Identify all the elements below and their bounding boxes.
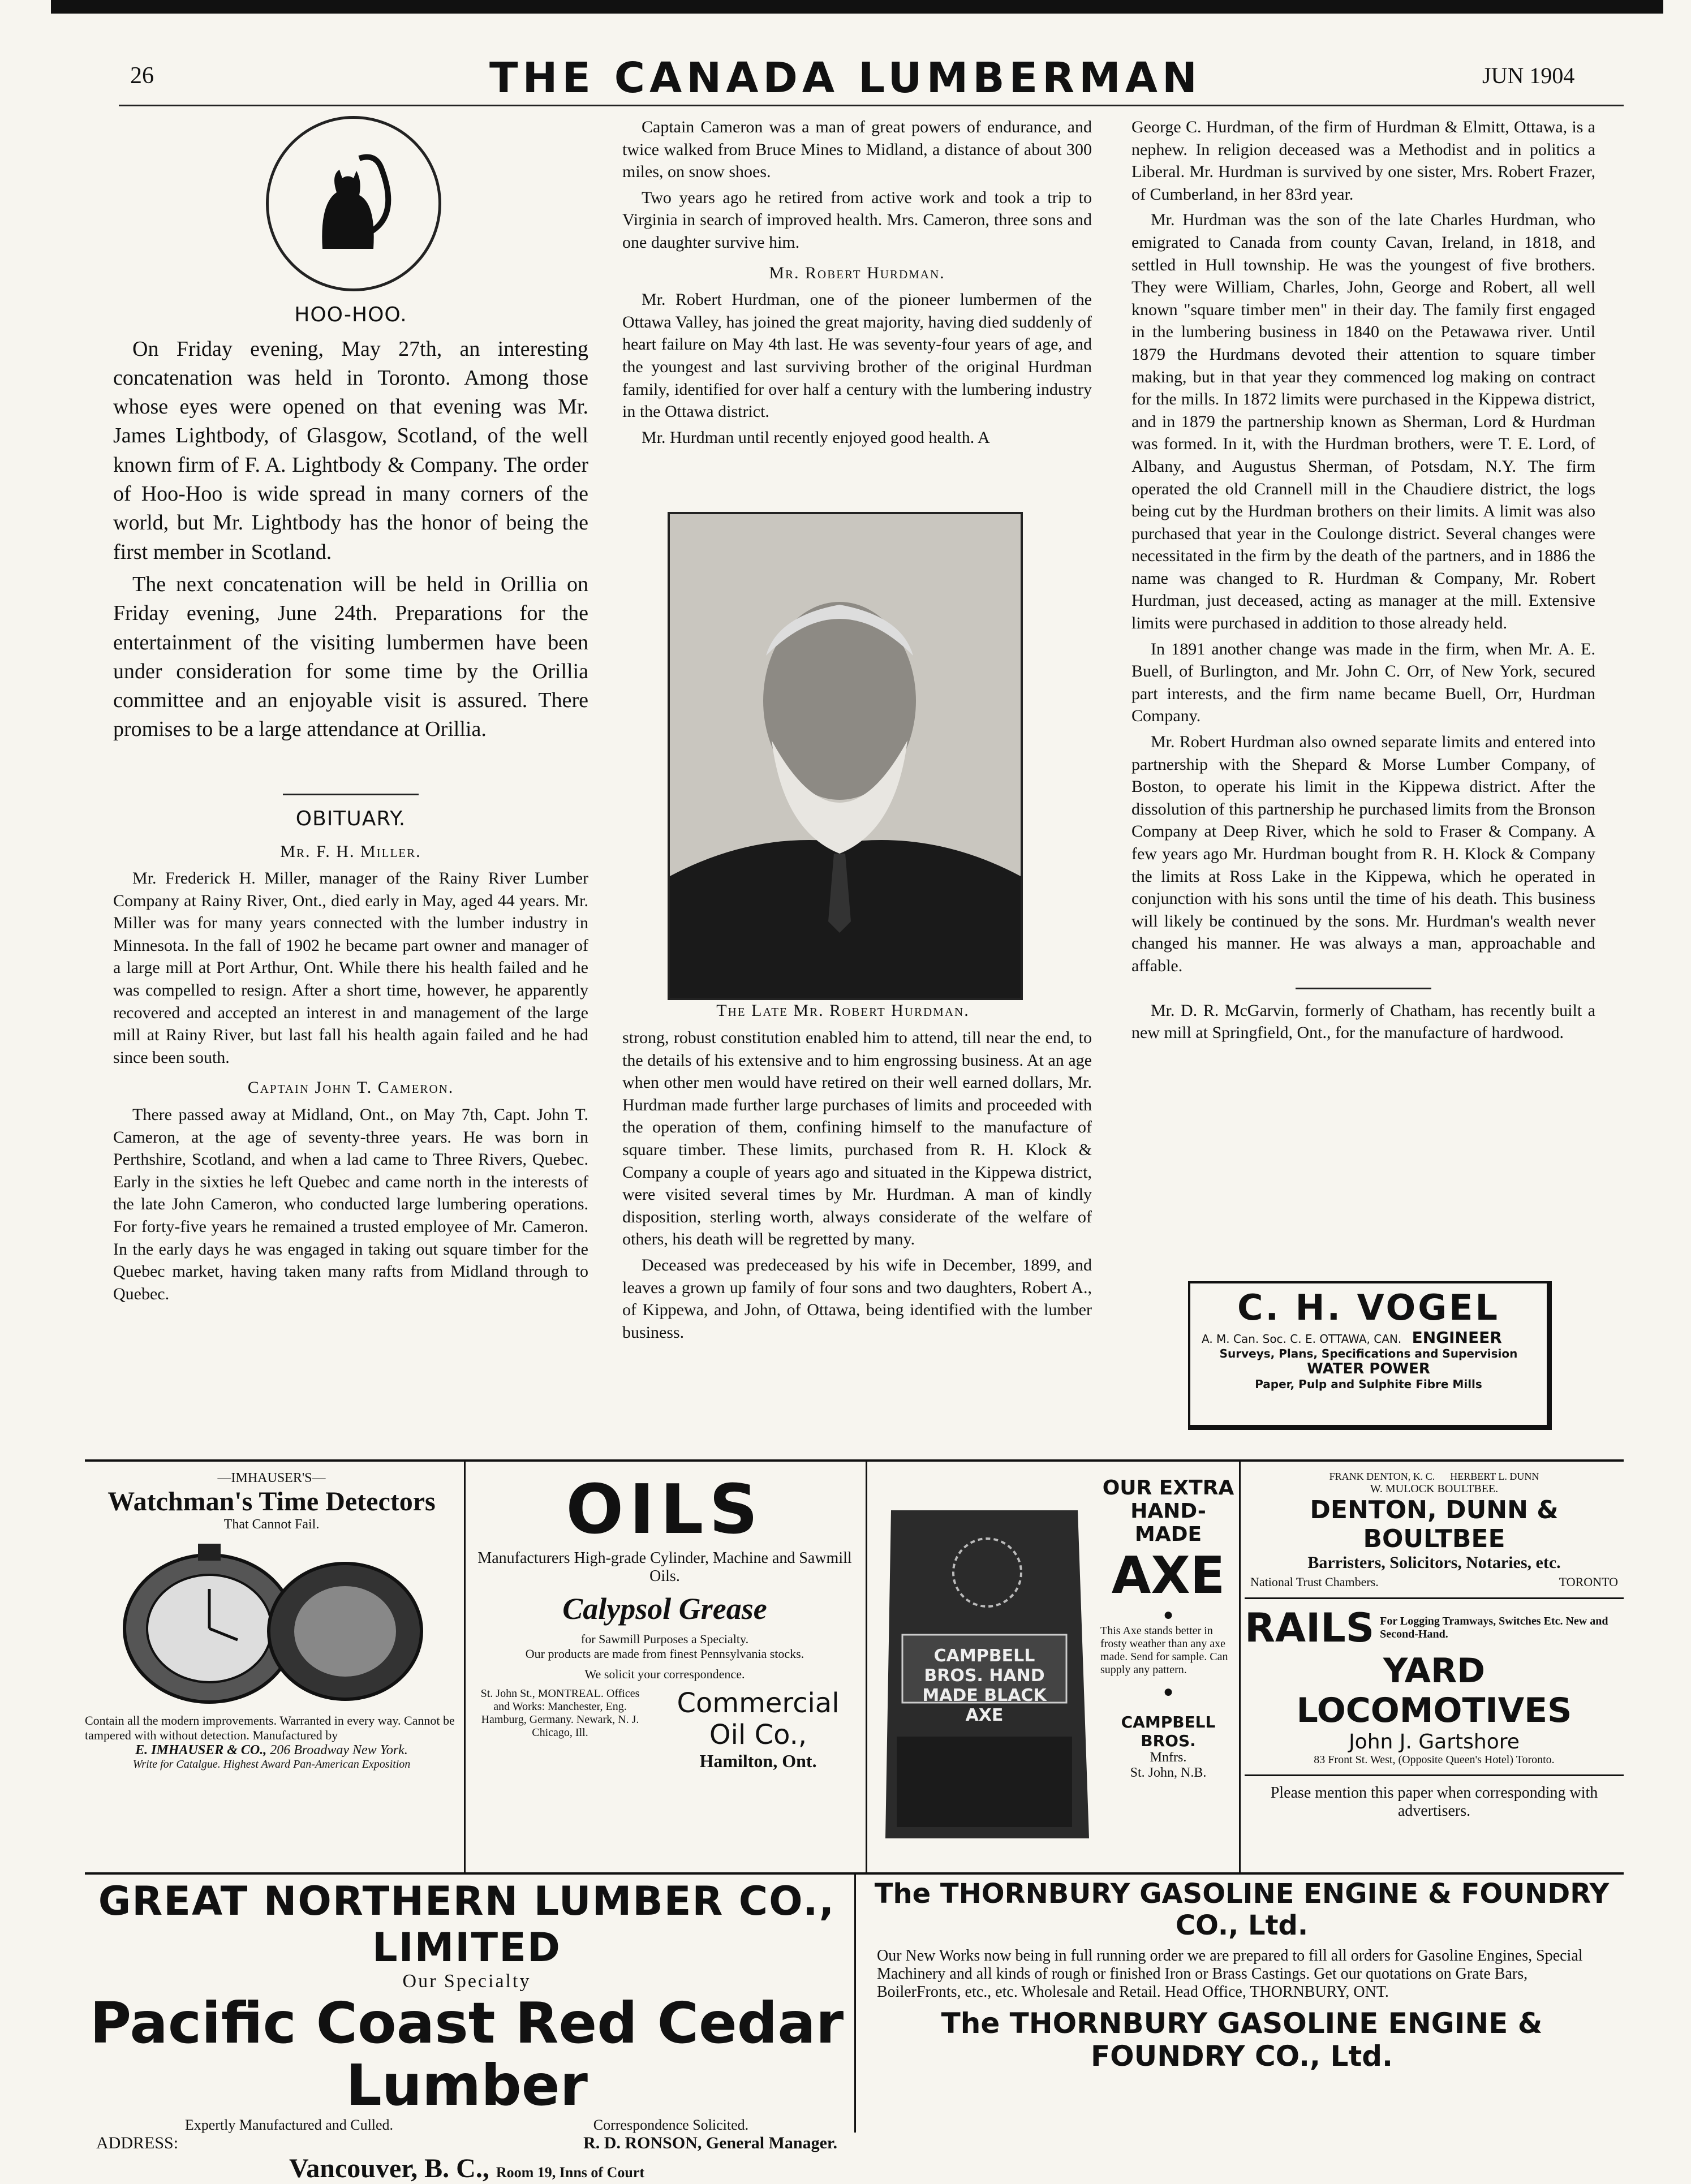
denton-names-2: W. MULOCK BOULTBEE. xyxy=(1370,1483,1499,1495)
great-northern-ad xyxy=(85,1878,849,2184)
column-1 xyxy=(113,297,588,748)
vogel-city: OTTAWA, CAN. xyxy=(1319,1332,1402,1346)
axe-heading-1: OUR EXTRA xyxy=(1102,1476,1234,1500)
denton-firm: DENTON, DUNN & BOULTBEE xyxy=(1310,1496,1559,1553)
axe-heading-3: AXE xyxy=(1111,1546,1225,1605)
thornbury-ad xyxy=(860,1878,1624,2073)
col2-paragraph-4: Mr. Hurdman until recently enjoyed good health. A xyxy=(642,428,990,447)
hurdman-heading: Mr. Robert Hurdman. xyxy=(769,263,945,282)
axe-label: CAMPBELL BROS. HAND MADE BLACK AXE xyxy=(922,1646,1047,1725)
vogel-water-power: WATER POWER xyxy=(1307,1360,1430,1377)
vogel-name: C. H. VOGEL xyxy=(1237,1287,1500,1328)
col2-paragraph-5: strong, robust constitution enabled him to attend, till near the end, to the details of his extensive and to him engrossing business. At an age when other men would have retired on their well earned dollars, Mr. Hurdman made further large purchases of limits and proceeded with the operation of them, confining himself to the manufacture of square timber. These limits, purchased from R. H. Klock & Company a couple of years ago and situated in the Kippewa district, were visited several times by Mr. Hurdman. A man of kindly disposition, sterling worth, always considerate of the welfare of others, his death will be regretted by many. xyxy=(622,1028,1092,1249)
gn-room: Room 19, Inns of Court xyxy=(496,2164,645,2181)
vogel-services: Surveys, Plans, Specifications and Supervision xyxy=(1219,1347,1518,1360)
mention-note: Please mention this paper when corresponding with advertisers. xyxy=(1270,1784,1598,1820)
rails-locomotives: YARD LOCOMOTIVES xyxy=(1296,1651,1572,1730)
portrait-caption: The Late Mr. Robert Hurdman. xyxy=(716,1001,970,1020)
section-rule xyxy=(1296,988,1431,989)
col2-paragraph-6: Deceased was predeceased by his wife in December, 1899, and leaves a grown up family of four sons and two daughters, Robert A., of Kippewa, and John, of Ottawa, being identified with the lumber business. xyxy=(622,1255,1092,1342)
imhauser-tag: Write for Catalgue. Highest Award Pan-American Exposition xyxy=(132,1758,411,1771)
axe-heading-2: HAND-MADE xyxy=(1130,1500,1206,1546)
col3-paragraph-3: In 1891 another change was made in the firm, when Mr. A. E. Buell, of Burlington, and Mr. John C. Orr, of New York, secured part interests, and the firm name became Buell, Orr, Hurdman Company. xyxy=(1131,639,1595,726)
masthead: THE CANADA LUMBERMAN xyxy=(489,54,1202,102)
oils-offices: St. John St., MONTREAL. Offices and Works: Manchester, Eng. Hamburg, Germany. Newark, N. J. Chicago, Ill. xyxy=(480,1687,640,1739)
oils-grease: Calypsol Grease xyxy=(562,1592,767,1626)
oils-ad xyxy=(475,1471,854,1772)
oils-company: Commercial Oil Co., xyxy=(677,1687,840,1751)
obituary-title: OBITUARY. xyxy=(295,807,406,830)
imhauser-address: 206 Broadway New York. xyxy=(270,1743,408,1757)
hoo-hoo-cat-logo xyxy=(266,116,441,291)
column-2-top xyxy=(622,116,1092,452)
gn-title: GREAT NORTHERN LUMBER CO., LIMITED xyxy=(98,1878,836,1971)
hurdman-portrait xyxy=(668,512,1023,1000)
vogel-title: ENGINEER xyxy=(1412,1328,1502,1347)
col3-paragraph-1: George C. Hurdman, of the firm of Hurdman & Elmitt, Ottawa, is a nephew. In religion deceased was a Methodist and in politics a Liberal. Mr. Hurdman is survived by one sister, Mrs. Robert Frazer, of Cumberland, in her 83rd year. xyxy=(1131,118,1595,204)
gn-manager: R. D. RONSON, General Manager. xyxy=(583,2134,837,2152)
oils-grease-1: for Sawmill Purposes a Specialty. xyxy=(580,1632,749,1646)
imhauser-body: Contain all the modern improvements. Warranted in every way. Cannot be tampered with without detection. Manufactured by xyxy=(85,1713,455,1742)
imhauser-top: —IMHAUSER'S— xyxy=(217,1471,326,1485)
ads-top-rule xyxy=(85,1459,1624,1462)
gn-address-label: ADDRESS: xyxy=(96,2134,179,2152)
rails-title: RAILS xyxy=(1245,1605,1375,1651)
col2-paragraph-3: Mr. Robert Hurdman, one of the pioneer lumbermen of the Ottawa Valley, has joined the great majority, having died suddenly of heart failure on May 4th last. He was seventy-four years of age, and the youngest and last surviving brother of the original Hurdman family, identified for over half a century with the lumbering industry in the Ottawa district. xyxy=(622,290,1092,421)
col2-paragraph-1: Captain Cameron was a man of great powers of endurance, and twice walked from Bruce Mines to Midland, a distance of about 300 miles, on snow shoes. xyxy=(622,118,1092,182)
axe-city: St. John, N.B. xyxy=(1130,1765,1207,1780)
rails-note: For Logging Tramways, Switches Etc. New and Second-Hand. xyxy=(1380,1615,1608,1640)
obituary-section xyxy=(113,783,588,1308)
oils-title: OILS xyxy=(566,1471,764,1549)
ad-divider xyxy=(866,1459,867,1872)
denton-chambers: National Trust Chambers. xyxy=(1250,1575,1379,1589)
rails-name: John J. Gartshore xyxy=(1349,1730,1520,1754)
top-edge-bar xyxy=(51,0,1663,14)
cameron-paragraph: There passed away at Midland, Ont., on May 7th, Capt. John T. Cameron, at the age of seventy-three years. He was born in Perthshire, Scotland, and when a lad came to Three Rivers, Quebec. Early in the sixties he left Quebec and came north in the interests of the late John Cameron, who conducted large lumbering operations. For forty-five years he remained a trusted employee of Mr. Cameron. In the early days he was engaged in taking out square timber for the Quebec market, having taken many rafts from Midland through to Quebec. xyxy=(113,1105,588,1303)
gn-line-1: Expertly Manufactured and Culled. xyxy=(184,2117,394,2133)
col2-paragraph-2: Two years ago he retired from active work and took a trip to Virginia in search of improved health. Mrs. Cameron, three sons and one daughter survive him. xyxy=(622,188,1092,252)
axe-maker: CAMPBELL BROS. xyxy=(1121,1713,1216,1750)
vogel-mills: Paper, Pulp and Sulphite Fibre Mills xyxy=(1255,1377,1482,1391)
header-rule xyxy=(119,105,1624,106)
denton-role: Barristers, Solicitors, Notaries, etc. xyxy=(1307,1553,1561,1572)
imhauser-title: Watchman's Time Detectors xyxy=(107,1487,436,1517)
column-2-bottom xyxy=(622,1027,1092,1347)
gn-specialty: Our Specialty xyxy=(402,1971,531,1992)
gn-line-1b: Correspondence Solicited. xyxy=(593,2117,749,2133)
column-3 xyxy=(1131,116,1595,1048)
clock-icon xyxy=(113,1538,430,1708)
denton-city: TORONTO xyxy=(1559,1575,1618,1589)
cameron-heading: Captain John T. Cameron. xyxy=(247,1078,454,1097)
axe-image xyxy=(874,1499,1095,1850)
denton-ad xyxy=(1245,1471,1624,1820)
oils-city: Hamilton, Ont. xyxy=(699,1751,817,1771)
ad-divider xyxy=(1239,1459,1241,1872)
thornbury-title: The THORNBURY GASOLINE ENGINE & FOUNDRY CO., Ltd. xyxy=(874,1878,1610,1941)
axe-body: This Axe stands better in frosty weather than any axe made. Send for sample. Can supply any pattern. xyxy=(1100,1625,1228,1676)
hoo-hoo-title: HOO-HOO. xyxy=(294,303,407,326)
thornbury-body: Our New Works now being in full running order we are prepared to fill all orders for Gasoline Engines, Special Machinery and all kinds of rough or finished Iron or Brass Castings. Get our quotations on Grate Bars, BoilerFronts, etc., etc. Wholesale and Retail. Head Office, THORNBURY, ONT. xyxy=(877,1947,1583,2001)
vogel-credential: A. M. Can. Soc. C. E. xyxy=(1202,1332,1316,1346)
axe-ad xyxy=(874,1471,1236,1867)
axe-mnfrs: Mnfrs. xyxy=(1150,1750,1187,1765)
imhauser-ad xyxy=(85,1471,458,1771)
col3-paragraph-2: Mr. Hurdman was the son of the late Charles Hurdman, who emigrated to Canada from county Cavan, Ireland, in 1818, and settled in Hull township. He was the youngest of five brothers. They were William, Charles, John, George and Robert, all well known "square timber men" in their day. The family first engaged in the lumbering business in 1840 on the Petawawa river. Until 1879 the Hurdmans devoted their attention to square timber making, but in that year they commenced log making on contract for the mills. In 1872 limits were purchased in the Kippewa district, and in 1879 the partnership known as Sherman, Lord & Hurdman was formed. In it, with the Hurdman brothers, were T. E. Lord, of Albany, and Augustus Sherman, of Potsdam, N.Y. The firm operated the old Crannell mill in the Chaudiere district, the logs being cut by the Hurdman brothers on their limits. A limit was also purchased that year in the Coulonge district. Several changes were necessitated in the firm by the death of the partners, and in 1886 the name was changed to R. Hurdman & Company, Mr. Robert Hurdman, just deceased, acting as manager at the mill. Extensive limits were purchased in addition to those already held. xyxy=(1131,210,1595,633)
col3-paragraph-5: Mr. D. R. McGarvin, formerly of Chatham, has recently built a new mill at Springfield, Ont., for the manufacture of hardwood. xyxy=(1131,1001,1595,1043)
oils-grease-2: Our products are made from finest Pennsylvania stocks. xyxy=(525,1647,804,1661)
col3-paragraph-4: Mr. Robert Hurdman also owned separate limits and entered into partnership with the Shepard & Morse Lumber Company, of Boston, to operate his limit in the Kippewa district. After the dissolution of this partnership he purchased limits from the Bronson Company at Deep River, which he sold to Fraser & Company. A few years ago Mr. Hurdman bought from R. H. Klock & Company the limits at Ross Lake in the Kippewa, which he operated in conjunction with his sons until the time of his death. This business will likely be continued by the sons. Mr. Hurdman's wealth never changed his manner. He was always a man, approachable and affable. xyxy=(1131,733,1595,975)
miller-heading: Mr. F. H. Miller. xyxy=(280,842,421,861)
denton-names: FRANK DENTON, K. C. HERBERT L. DUNN xyxy=(1329,1471,1539,1482)
hoo-hoo-paragraph-1: On Friday evening, May 27th, an interesting concatenation was held in Toronto. Among those whose eyes were opened on that evening was Mr. James Lightbody, of Glasgow, Scotland, of the well known firm of F. A. Lightbody & Company. The order of Hoo-Hoo is wide spread in many corners of the world, but Mr. Lightbody has the honor of being the first member in Scotland. xyxy=(113,337,588,564)
imhauser-maker: E. IMHAUSER & CO., xyxy=(135,1743,267,1757)
gn-city: Vancouver, B. C., xyxy=(289,2153,489,2183)
imhauser-sub: That Cannot Fail. xyxy=(223,1517,320,1532)
vogel-ad xyxy=(1188,1281,1552,1430)
page-number: 26 xyxy=(130,63,154,89)
miller-paragraph: Mr. Frederick H. Miller, manager of the Rainy River Lumber Company at Rainy River, Ont., died early in May, aged 44 years. Mr. Miller was for many years connected with the lumber industry in Minnesota. In the fall of 1902 he became part owner and manager of a large mill at Port Arthur, Ont. While there his health failed and he was compelled to resign. After a short time, however, he apparently recovered and accepted an interest in and management of the large mill at Rainy River, but last fall his health again failed and he had since been south. xyxy=(113,869,588,1067)
rails-address: 83 Front St. West, (Opposite Queen's Hotel) Toronto. xyxy=(1314,1754,1555,1766)
thornbury-footer: The THORNBURY GASOLINE ENGINE & FOUNDRY CO., Ltd. xyxy=(941,2007,1543,2073)
hoo-hoo-paragraph-2: The next concatenation will be held in Orillia on Friday evening, June 24th. Preparations for the entertainment of the visiting lumbermen have been under consideration for some time by the Orillia committee and an enjoyable visit is assured. There promises to be a large attendance at Orillia. xyxy=(113,572,588,742)
gn-product: Pacific Coast Red Cedar Lumber xyxy=(89,1990,844,2118)
bullet-icon: ● xyxy=(1163,1605,1174,1624)
ad-divider xyxy=(464,1459,466,1872)
issue-date: JUN 1904 xyxy=(1482,63,1575,88)
ad-divider xyxy=(854,1872,856,2133)
oils-solicit: We solicit your correspondence. xyxy=(584,1667,745,1681)
section-rule xyxy=(283,794,419,795)
oils-sub: Manufacturers High-grade Cylinder, Machine and Sawmill Oils. xyxy=(477,1549,852,1585)
bullet-icon: ● xyxy=(1163,1682,1174,1701)
